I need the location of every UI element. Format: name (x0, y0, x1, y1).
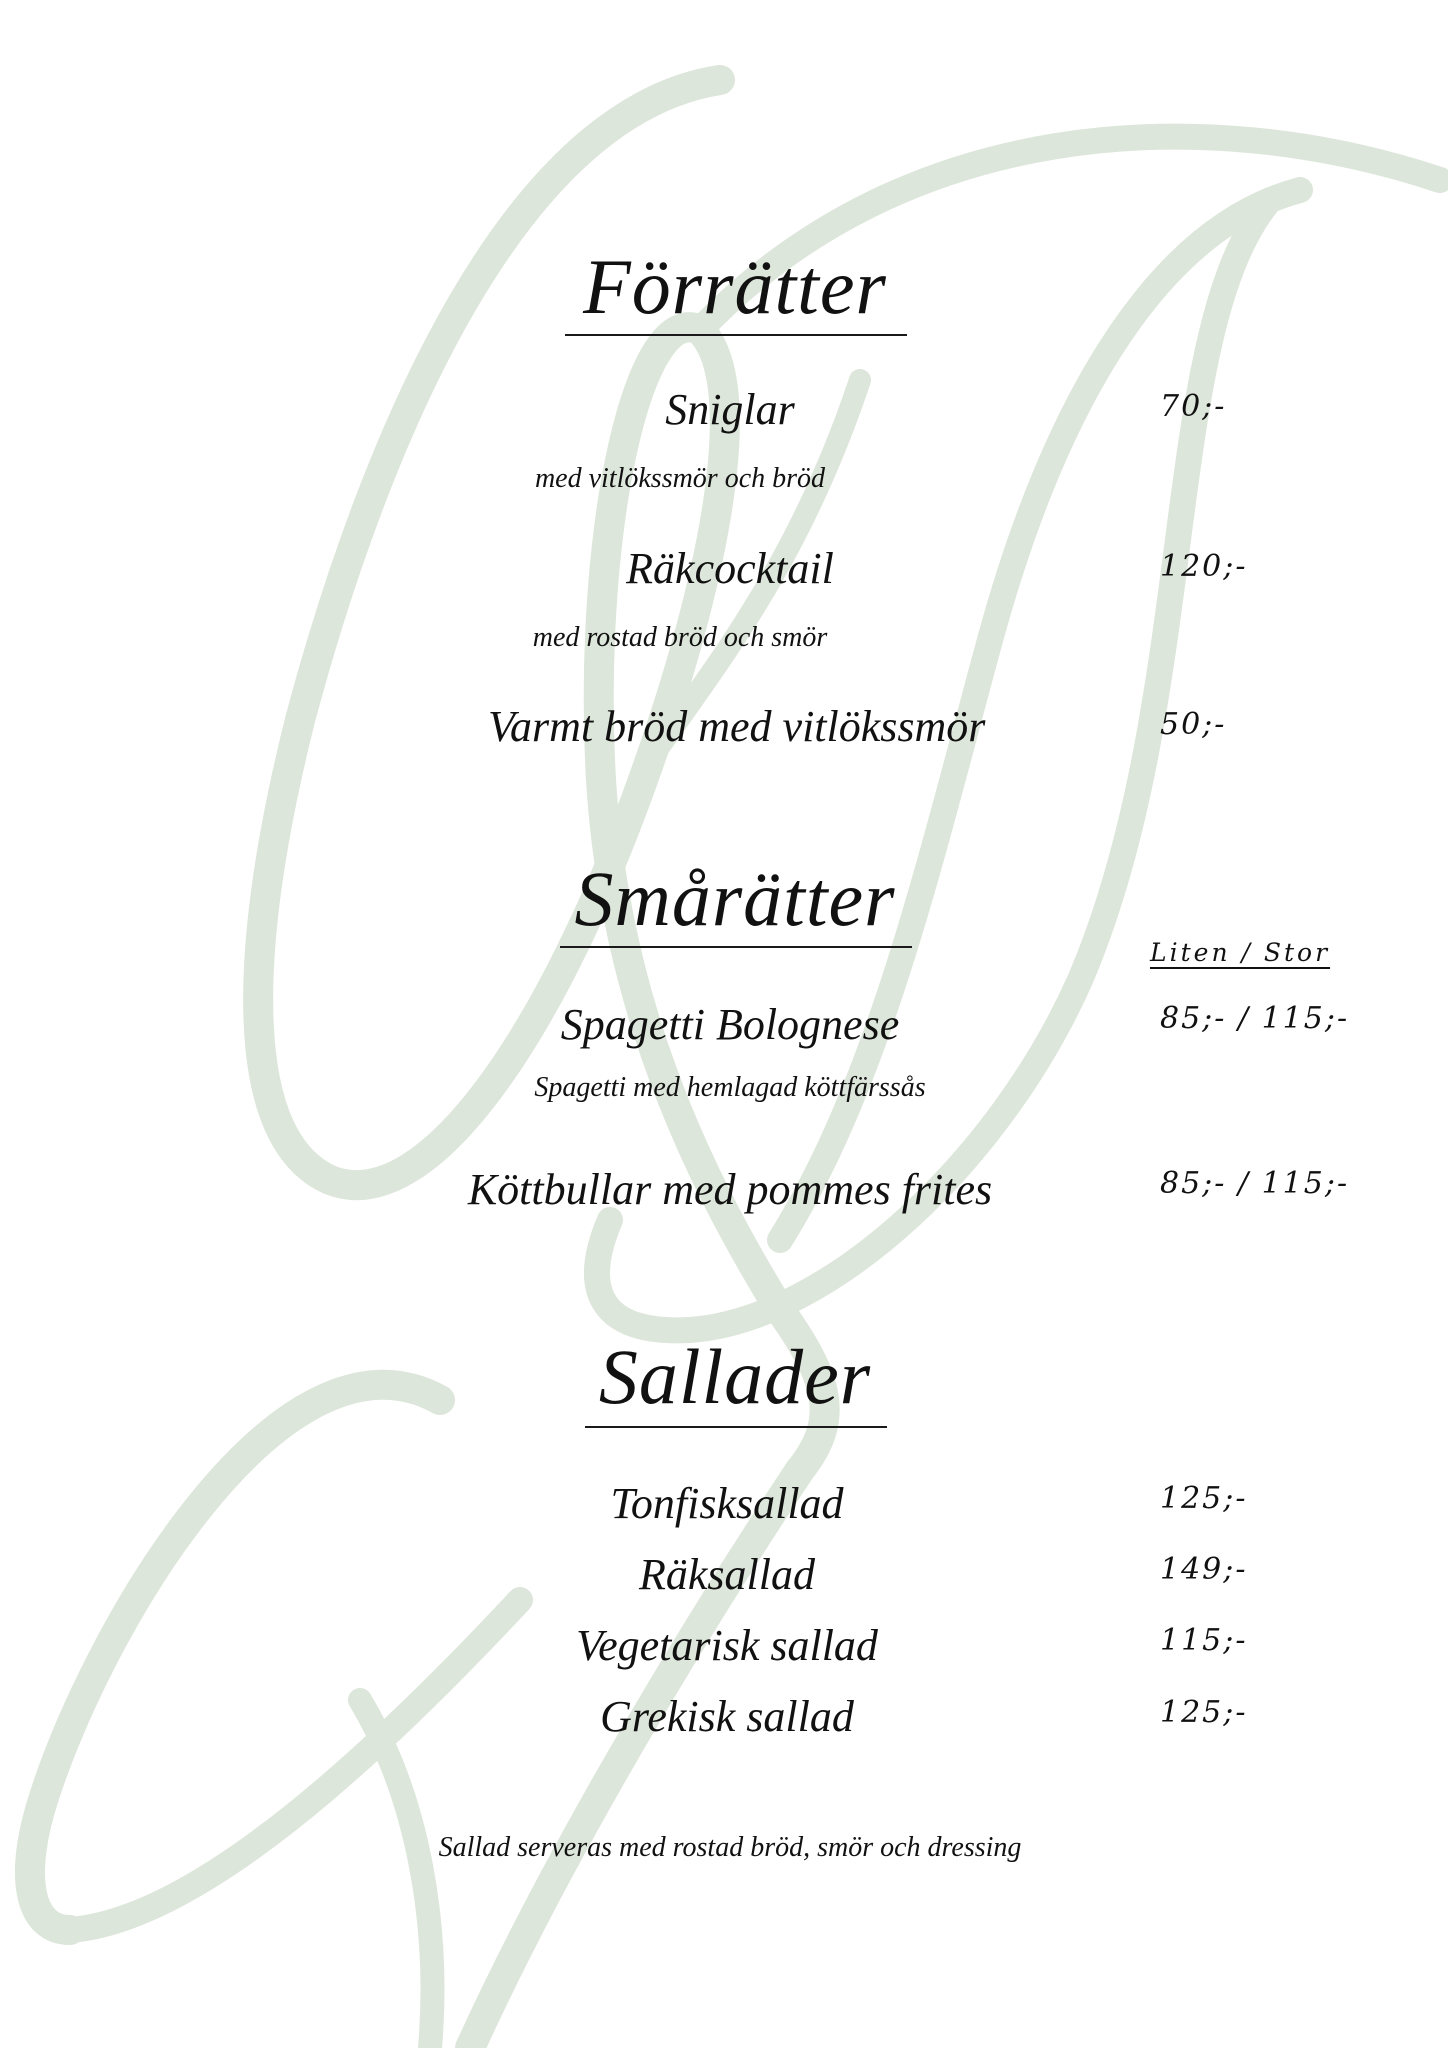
dish-name: Vegetarisk sallad (576, 1621, 878, 1670)
dish-description: Spagetti med hemlagad köttfärssås (534, 1072, 926, 1103)
dish-price: 85;- / 115;- (1160, 1166, 1350, 1201)
size-column-label: Liten / Stor (1150, 938, 1331, 967)
dish-price: 120;- (1160, 549, 1248, 584)
dish-description: med rostad bröd och smör (532, 622, 828, 653)
dish-price: 70;- (1160, 389, 1227, 424)
dish-price: 125;- (1160, 1481, 1248, 1516)
heading-underline (565, 334, 907, 336)
heading-underline (560, 946, 912, 948)
dish-price: 50;- (1160, 707, 1227, 742)
salad-note: Sallad serveras med rostad bröd, smör och dressing (438, 1832, 1022, 1863)
dish-name: Räksallad (639, 1550, 815, 1599)
dish-name: Grekisk sallad (600, 1692, 854, 1741)
dish-name: Räkcocktail (626, 544, 834, 593)
dish-price: 125;- (1160, 1695, 1248, 1730)
dish-name: Tonfisksallad (610, 1479, 844, 1528)
section-heading-sallader: Sallader (598, 1333, 872, 1420)
section-heading-forratter: Förrätter (583, 243, 887, 330)
dish-description: med vitlökssmör och bröd (534, 463, 826, 494)
dish-name: Köttbullar med pommes frites (467, 1165, 993, 1214)
heading-underline (585, 1426, 887, 1428)
dish-price: 149;- (1160, 1552, 1248, 1587)
dish-name: Varmt bröd med vitlökssmör (488, 702, 986, 751)
dish-price: 115;- (1160, 1623, 1248, 1658)
section-heading-smaratter: Smårätter (574, 855, 896, 942)
dish-price: 85;- / 115;- (1160, 1001, 1350, 1036)
dish-name: Spagetti Bolognese (560, 1000, 900, 1049)
dish-name: Sniglar (665, 385, 795, 434)
